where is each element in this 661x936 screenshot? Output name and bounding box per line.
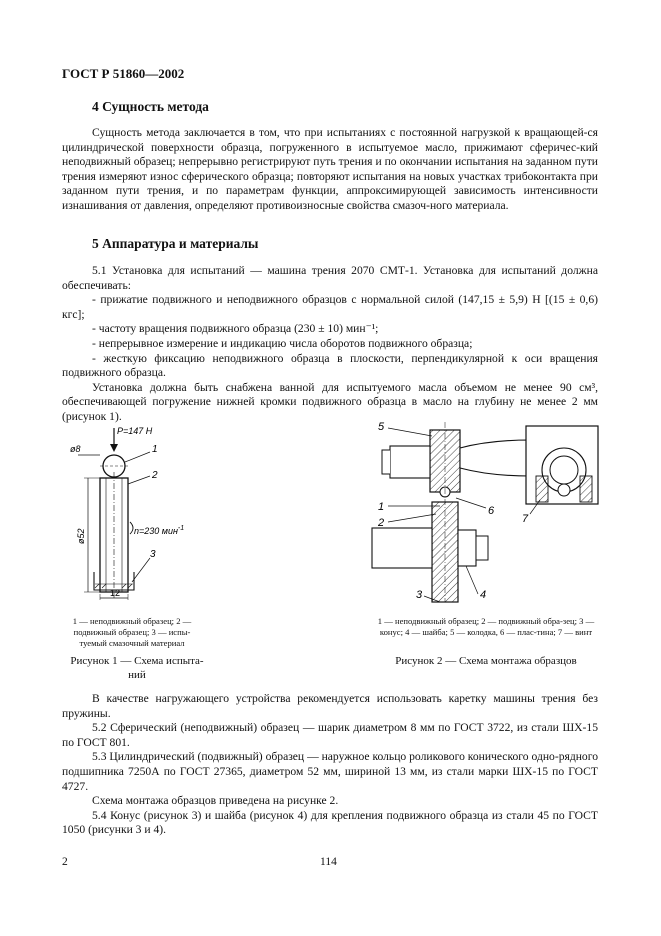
bullet-rotation: - частоту вращения подвижного образца (230 ± 10) мин⁻¹; <box>92 322 379 336</box>
figure-2-mounting-scheme <box>360 418 605 608</box>
figure-2-legend: 1 — неподвижный образец; 2 — подвижный обра-зец; 3 — конус; 4 — шайба; 5 — колодка, 6 — плас-тина; 7 — винт <box>377 616 595 637</box>
callout-1: 1 <box>152 444 158 455</box>
upper-shaft <box>460 440 530 476</box>
page-number-center: 114 <box>320 856 337 868</box>
section-5-body <box>62 264 598 425</box>
section-5-title: 5 Аппаратура и материалы <box>92 236 259 251</box>
bullet-pressure: - прижатие подвижного и неподвижного образцов с нормальной силой (147,15 ± 5,9) Н [(15 ± 0,6) кгс]; <box>62 293 598 321</box>
callout-2: 2 <box>152 470 158 481</box>
callout-3-fig2: 3 <box>416 589 423 601</box>
paragraph-oil-bath: Установка должна быть снабжена ванной для испытуемого масла объемом не менее 90 см³, обеспечивающей погружение нижней кромки подвижного образца в масло на глубину не менее 2 мм (рисунок 1). <box>62 380 598 423</box>
figure-1-legend: 1 — неподвижный образец; 2 — подвижный образец; 3 — испы-туемый смазочный материал <box>72 616 192 648</box>
force-label: P=147 H <box>117 426 153 436</box>
rotation-arrow <box>130 522 133 534</box>
section-4-paragraph: Сущность метода заключается в том, что при испытаниях с постоянной нагрузкой к вращающей-ся цилиндрической поверхности образца, погруженного в испытуемое масло, прижимают сферичес-кий неподвижный образец; непрерывно регистрируют путь трения и по окончании испытания на заданном пути трения измеряют износ сферического образца; повторяют испытания на новых участках трибоконтакта при заданном пути трения, и по параметрам функции, аппроксимирующей зависимость интенсивности изнашивания от давления, определяют противоизносные свойства смазоч-ного материала. <box>62 126 598 212</box>
bullet-measurement: - непрерывное измерение и индикацию числа оборотов подвижного образца; <box>92 336 473 350</box>
paragraph-5-1: 5.1 Установка для испытаний — машина трения 2070 СМТ-1. Установка для испытаний должна обеспечивать: <box>62 264 598 292</box>
section-4-body <box>62 126 598 214</box>
callout-7: 7 <box>522 513 529 525</box>
callout-6: 6 <box>488 505 495 517</box>
lower-shaft <box>372 528 432 568</box>
force-arrowhead <box>110 444 118 452</box>
rotation-label: n=230 мин$^{-1}$ <box>134 525 185 536</box>
callout-1-fig2: 1 <box>378 501 385 513</box>
document-header: ГОСТ Р 51860—2002 <box>62 66 185 81</box>
paragraph-scheme-ref: Схема монтажа образцов приведена на рисунке 2. <box>92 794 339 808</box>
width-label: 12 <box>110 588 121 598</box>
paragraph-5-2: 5.2 Сферический (неподвижный) образец — шарик диаметром 8 мм по ГОСТ 3722, из стали ШХ-15 по ГОСТ 801. <box>62 721 598 749</box>
upper-screw <box>390 446 430 478</box>
section-4-title: 4 Сущность метода <box>92 99 209 114</box>
bullet-fixation: - жесткую фиксацию неподвижного образца в плоскости, перпендикулярной к оси вращения подвижного образца. <box>62 351 598 380</box>
callout-2-fig2: 2 <box>378 517 385 529</box>
paragraph-loading-device: В качестве нагружающего устройства рекомендуется использовать каретку машины трения без пружины. <box>62 692 598 720</box>
section-5-continued <box>62 692 598 838</box>
callout-5: 5 <box>378 421 385 433</box>
figure-1-test-scheme <box>62 422 237 602</box>
washer-4 <box>458 530 476 566</box>
screw-7 <box>536 476 548 502</box>
nut <box>476 536 488 560</box>
paragraph-5-3: 5.3 Цилиндрический (подвижный) образец — наружное кольцо роликового конического одно-рядного подшипника 7250А по ГОСТ 27365, диаметром 52 мм, шириной 13 мм, из стали марки ШХ-15 по ГОСТ 4727. <box>62 750 598 793</box>
figure-2-caption: Рисунок 2 — Схема монтажа образцов <box>395 655 577 667</box>
page-number-left: 2 <box>62 856 68 868</box>
callout-4: 4 <box>480 589 487 601</box>
ring-diameter-label: ø52 <box>76 528 86 544</box>
callout-3: 3 <box>150 549 156 560</box>
ball-diameter-label: ø8 <box>70 444 81 454</box>
ring-2 <box>432 502 458 602</box>
paragraph-5-4: 5.4 Конус (рисунок 3) и шайба (рисунок 4) для крепления подвижного образца из стали 45 по ГОСТ 1050 (рисунки 3 и 4). <box>62 808 598 837</box>
figure-1-caption: Рисунок 1 — Схема испыта-ний <box>70 655 204 681</box>
